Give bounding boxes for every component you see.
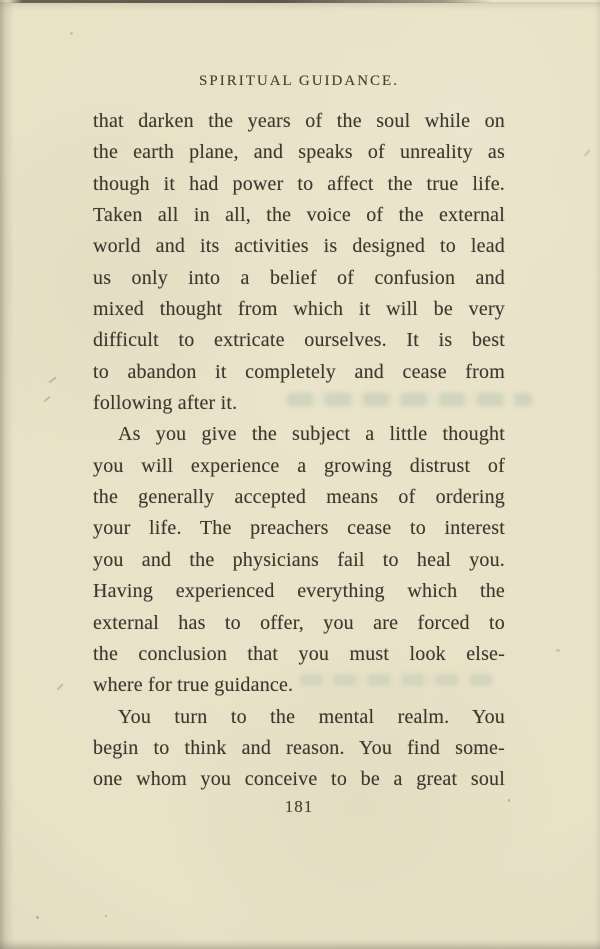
foxing-speck — [36, 916, 39, 919]
text-line: As you give the subject a little thought — [118, 423, 505, 446]
foxing-speck — [105, 915, 107, 917]
text-line: external has to offer, you are forced to — [93, 611, 505, 634]
text-line: that darken the years of the soul while on — [93, 110, 505, 132]
foxing-speck — [70, 32, 73, 35]
text-line: world and its activities is designed to lead — [93, 235, 505, 258]
pencil-mark — [584, 149, 590, 156]
text-line: the earth plane, and speaks of unreality as — [93, 141, 505, 164]
text-line: to abandon it completely and cease from — [93, 360, 505, 383]
scan-edge-bottom — [0, 939, 600, 949]
text-line: the conclusion that you must look else- — [93, 642, 505, 665]
text-line: Having experienced everything which the — [93, 580, 505, 603]
body-text — [93, 106, 505, 796]
scan-edge-top-shadow — [0, 2, 600, 10]
text-line: you and the physicians fail to heal you. — [93, 548, 505, 571]
text-line: begin to think and reason. You find some- — [93, 736, 505, 759]
text-line: difficult to extricate ourselves. It is best — [93, 329, 505, 352]
scan-edge-left — [0, 0, 14, 949]
running-header: SPIRITUAL GUIDANCE. — [199, 73, 399, 89]
text-line: your life. The preachers cease to interest — [93, 517, 505, 540]
page-number: 181 — [284, 797, 314, 816]
text-line: you will experience a growing distrust of — [93, 454, 505, 477]
text-line: You turn to the mental realm. You — [118, 705, 505, 728]
foxing-speck — [556, 649, 560, 652]
text-line: Taken all in all, the voice of the external — [93, 204, 505, 227]
pencil-mark — [43, 396, 50, 402]
pencil-mark — [48, 377, 56, 383]
scan-edge-right — [594, 0, 600, 949]
text-line: though it had power to affect the true life. — [93, 172, 505, 195]
text-line: following after it. — [93, 392, 238, 415]
text-line: one whom you conceive to be a great soul — [93, 768, 505, 791]
pencil-mark — [57, 683, 64, 690]
foxing-speck — [508, 799, 510, 802]
text-line: the generally accepted means of ordering — [93, 486, 505, 509]
text-line: where for true guidance. — [93, 674, 294, 697]
text-line: us only into a belief of confusion and — [93, 266, 505, 289]
text-line: mixed thought from which it will be very — [93, 298, 505, 321]
